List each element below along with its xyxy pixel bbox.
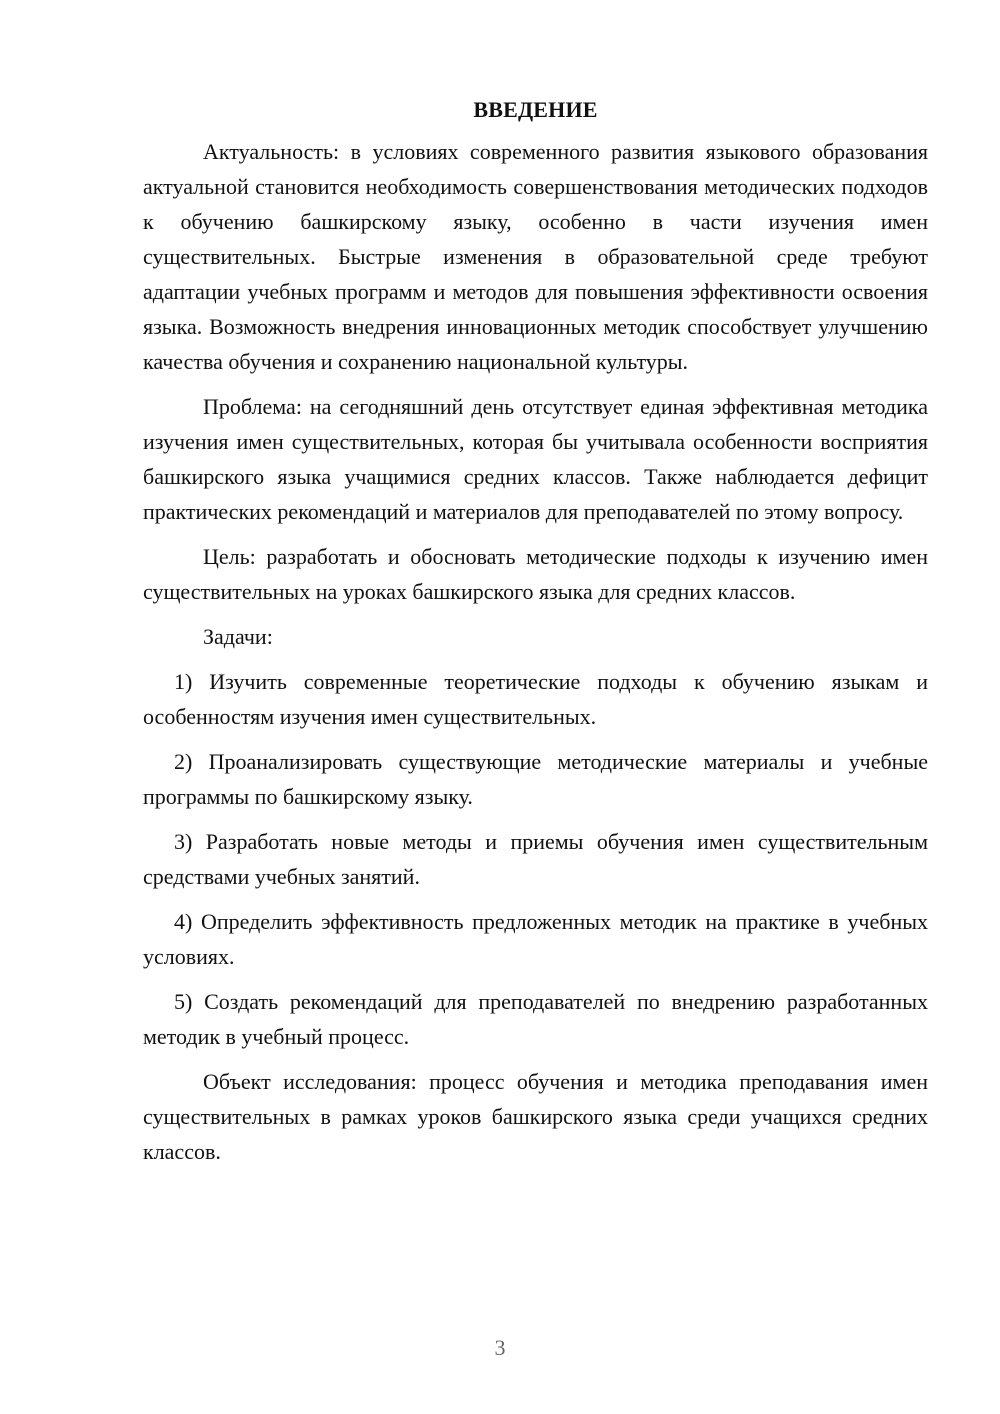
section-heading: ВВЕДЕНИЕ xyxy=(473,97,598,122)
tasks-label: Задачи: xyxy=(203,624,273,649)
relevance-paragraph: Актуальность: в условиях современного развития языкового образования актуальной становится необходимость совершенствования методических подходов к обучению башкирскому языку, особенно в части изучения имен существительных. Быстрые изменения в образовательной среде требуют адаптации учебных программ и методов для повышения эффективности освоения языка. Возможность внедрения инновационных методик способствует улучшению качества обучения и сохранению национальной культуры. xyxy=(143,139,928,374)
task-item: 1) Изучить современные теоретические подходы к обучению языкам и особенностям изучения имен существительных. xyxy=(143,669,928,729)
task-item: 2) Проанализировать существующие методические материалы и учебные программы по башкирскому языку. xyxy=(143,749,928,809)
object-paragraph: Объект исследования: процесс обучения и методика преподавания имен существительных в рамках уроков башкирского языка среди учащихся средних классов. xyxy=(143,1069,928,1164)
tasks-list xyxy=(143,664,928,1054)
problem-paragraph: Проблема: на сегодняшний день отсутствует единая эффективная методика изучения имен существительных, которая бы учитывала особенности восприятия башкирского языка учащимися средних классов. Также наблюдается дефицит практических рекомендаций и материалов для преподавателей по этому вопросу. xyxy=(143,394,928,524)
goal-paragraph: Цель: разработать и обосновать методические подходы к изучению имен существительных на уроках башкирского языка для средних классов. xyxy=(143,544,928,604)
task-item: 5) Создать рекомендаций для преподавателей по внедрению разработанных методик в учебный процесс. xyxy=(143,989,928,1049)
page-number: 3 xyxy=(494,1335,506,1360)
task-item: 4) Определить эффективность предложенных методик на практике в учебных условиях. xyxy=(143,909,928,969)
task-item: 3) Разработать новые методы и приемы обучения имен существительным средствами учебных занятий. xyxy=(143,829,928,889)
document-page xyxy=(143,92,928,1179)
